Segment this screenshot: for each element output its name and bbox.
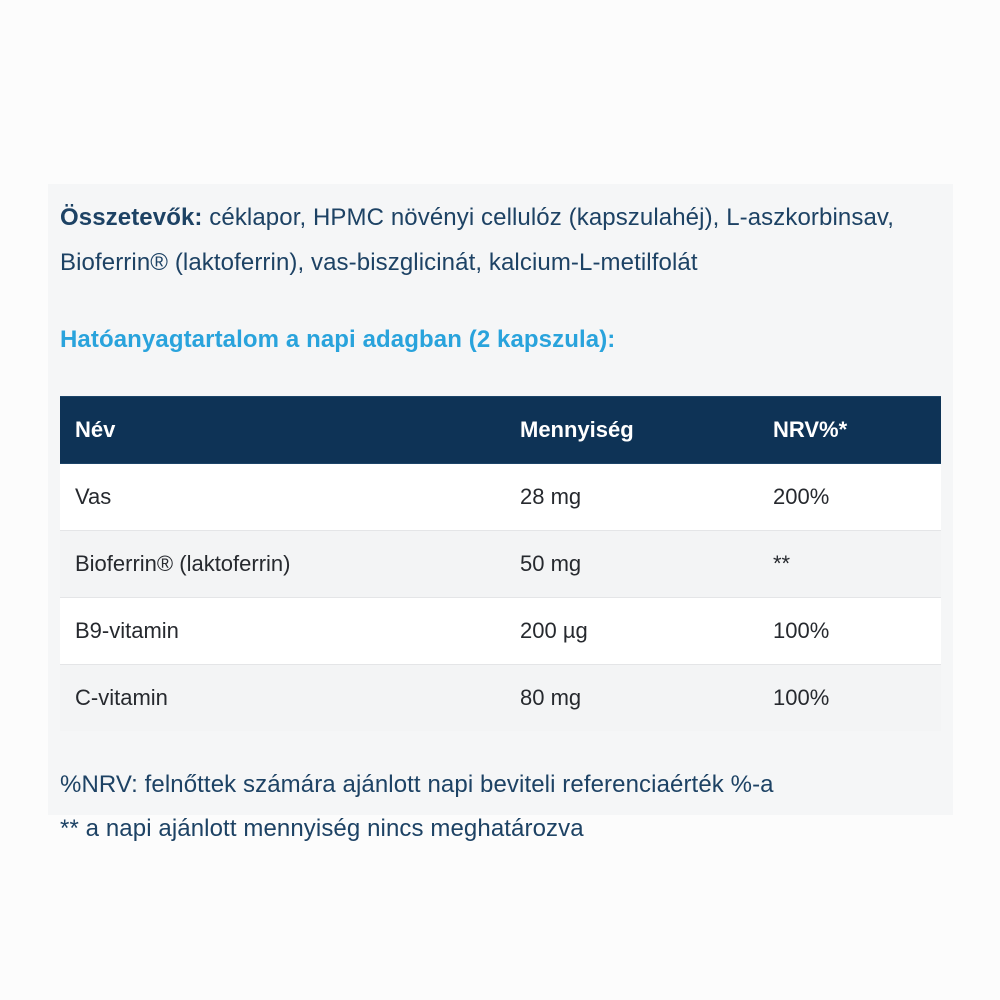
active-ingredients-heading: Hatóanyagtartalom a napi adagban (2 kapszula): bbox=[60, 325, 616, 353]
header-cell-nrv: NRV%* bbox=[773, 396, 941, 463]
cell-name: C-vitamin bbox=[60, 664, 520, 731]
nutrition-table-header bbox=[60, 396, 941, 463]
table-row bbox=[60, 597, 941, 664]
cell-name: B9-vitamin bbox=[60, 597, 520, 664]
ingredients-label: Összetevők: bbox=[60, 204, 203, 231]
cell-nrv: 200% bbox=[773, 483, 830, 509]
cell-nrv: 100% bbox=[773, 664, 941, 731]
cell-name: Vas bbox=[75, 483, 112, 509]
ingredients-paragraph bbox=[60, 196, 941, 286]
ingredients-text: céklapor, HPMC növényi cellulóz (kapszulahéj), L-aszkorbinsav, Bioferrin® (laktoferrin), vas-biszglicinát, kalcium-L-metilfolát bbox=[60, 204, 894, 276]
table-row bbox=[60, 664, 941, 731]
cell-amount: 200 µg bbox=[520, 597, 773, 664]
nutrition-table bbox=[60, 396, 941, 731]
cell-nrv: ** bbox=[773, 530, 941, 597]
table-row bbox=[60, 463, 941, 530]
cell-name: Bioferrin® (laktoferrin) bbox=[60, 530, 520, 597]
footnotes bbox=[60, 763, 941, 852]
footnote-double-asterisk: ** a napi ajánlott mennyiség nincs meghatározva bbox=[60, 815, 584, 843]
footnote-nrv: %NRV: felnőttek számára ajánlott napi beviteli referenciaérték %-a bbox=[60, 770, 774, 798]
header-cell-name: Név bbox=[60, 396, 520, 463]
header-cell-amount: Mennyiség bbox=[520, 396, 773, 463]
cell-amount: 28 mg bbox=[520, 483, 582, 509]
nutrition-table-body bbox=[60, 463, 941, 731]
cell-amount: 80 mg bbox=[520, 664, 773, 731]
product-info-card bbox=[48, 184, 953, 843]
table-row bbox=[60, 530, 941, 597]
cell-amount: 50 mg bbox=[520, 530, 773, 597]
cell-nrv: 100% bbox=[773, 597, 941, 664]
header-row bbox=[60, 396, 941, 463]
